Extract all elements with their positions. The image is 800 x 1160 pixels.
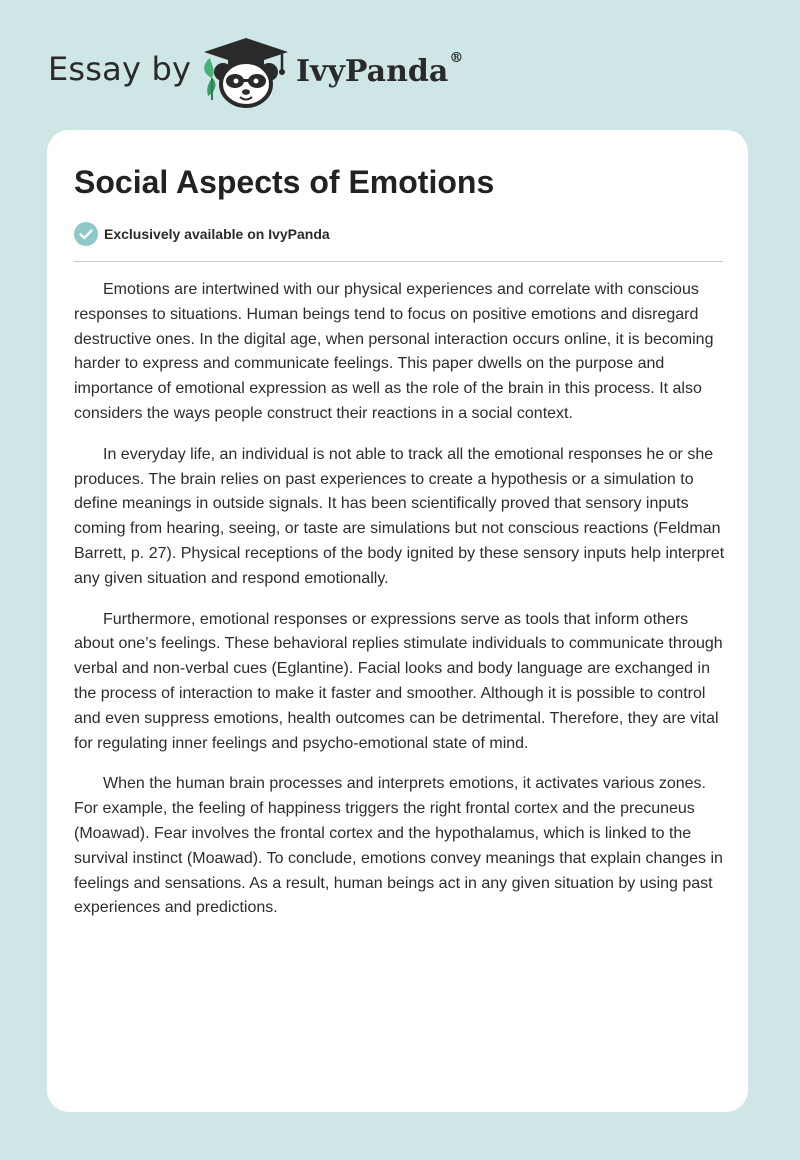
essay-paragraph: Furthermore, emotional responses or expressions serve as tools that inform others about one’s feelings. These behavioral replies stimulate individuals to communicate through verbal and non-verbal cues (Eglantine). Facial looks and body language are exchanged in the process of interaction to make it faster and smoother. Although it is possible to control and even suppress emotions, health outcomes can be detrimental. Therefore, they are vital for regulating inner feelings and psycho-emotional state of mind.	[74, 610, 723, 752]
essay-paragraph: In everyday life, an individual is not able to track all the emotional responses he or she produces. The brain relies on past experiences to create a hypothesis or a simulation to define meanings in outside signals. It has been scientifically proved that sensory inputs coming from hearing, seeing, or taste are simulations but not conscious reactions (Feldman Barrett, p. 27). Physical receptions of the body ignited by these sensory inputs help interpret any given situation and respond emotionally.	[74, 445, 725, 587]
essay-body	[74, 278, 726, 937]
essay-card	[47, 130, 748, 1112]
essay-paragraph: When the human brain processes and interprets emotions, it activates various zones. For example, the feeling of happiness triggers the right frontal cortex and the precuneus (Moawad). Fear involves the frontal cortex and the hypothalamus, which is linked to the survival instinct (Moawad). To conclude, emotions convey meanings that explain changes in feelings and sensations. As a result, human beings act in any given situation by using past experiences and predictions.	[74, 775, 723, 917]
registered-mark: ®	[449, 50, 464, 66]
essay-title: Social Aspects of Emotions	[74, 164, 495, 200]
title-divider	[74, 261, 723, 262]
exclusive-label: Exclusively available on IvyPanda	[104, 226, 330, 242]
exclusive-badge	[74, 222, 330, 246]
essay-paragraph: Emotions are intertwined with our physical experiences and correlate with conscious responses to situations. Human beings tend to focus on positive emotions and disregard destructive ones. In the digital age, when personal interaction occurs online, it is becoming harder to express and communicate feelings. This paper dwells on the purpose and importance of emotional expression as well as the role of the brain in this process. It also considers the ways people construct their reactions in a social context.	[74, 281, 714, 422]
graduation-panda-icon[interactable]	[198, 34, 294, 110]
brand-prefix: Essay by	[48, 50, 192, 88]
check-circle-icon	[74, 222, 98, 246]
brand-name[interactable]: IvyPanda®	[296, 50, 464, 89]
site-header	[0, 0, 800, 120]
